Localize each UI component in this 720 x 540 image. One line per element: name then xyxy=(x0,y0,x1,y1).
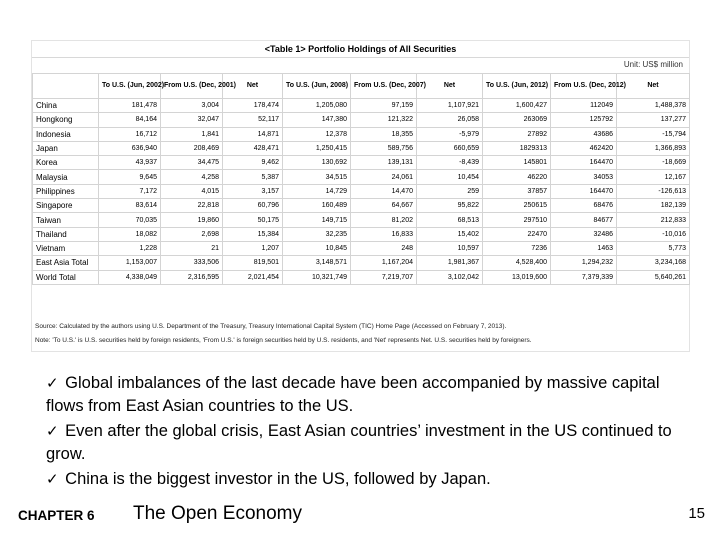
country-cell: East Asia Total xyxy=(33,256,99,270)
value-cell: 112049 xyxy=(551,99,617,113)
table-row xyxy=(33,213,690,227)
value-cell: 147,380 xyxy=(283,113,351,127)
value-cell: 18,082 xyxy=(99,227,161,241)
value-cell: 333,506 xyxy=(161,256,223,270)
portfolio-table xyxy=(32,73,690,285)
check-icon: ✓ xyxy=(46,375,59,392)
table-row xyxy=(33,127,690,141)
table-header-cell: To U.S. (Jun, 2012) xyxy=(483,74,551,99)
value-cell: 250615 xyxy=(483,199,551,213)
bullet-3 xyxy=(46,468,686,491)
value-cell: 208,469 xyxy=(161,141,223,155)
value-cell: 1,107,921 xyxy=(417,99,483,113)
value-cell: 10,454 xyxy=(417,170,483,184)
value-cell: 14,470 xyxy=(351,184,417,198)
bullet-text: Even after the global crisis, East Asian countries’ investment in the US continued to grow. xyxy=(46,422,672,463)
table-row xyxy=(33,270,690,284)
value-cell: 1,600,427 xyxy=(483,99,551,113)
value-cell: -8,439 xyxy=(417,156,483,170)
value-cell: 7,172 xyxy=(99,184,161,198)
country-cell: Hongkong xyxy=(33,113,99,127)
value-cell: 178,474 xyxy=(223,99,283,113)
value-cell: 60,796 xyxy=(223,199,283,213)
value-cell: 1,981,367 xyxy=(417,256,483,270)
value-cell: 1463 xyxy=(551,241,617,255)
country-cell: Japan xyxy=(33,141,99,155)
bullet-2 xyxy=(46,420,686,465)
value-cell: 1,167,204 xyxy=(351,256,417,270)
value-cell: 5,640,261 xyxy=(617,270,690,284)
value-cell: 12,378 xyxy=(283,127,351,141)
bullet-1 xyxy=(46,372,686,417)
value-cell: 81,202 xyxy=(351,213,417,227)
value-cell: -18,669 xyxy=(617,156,690,170)
country-cell: Singapore xyxy=(33,199,99,213)
value-cell: 26,058 xyxy=(417,113,483,127)
table-header-row xyxy=(33,74,690,99)
value-cell: 297510 xyxy=(483,213,551,227)
value-cell: 10,321,749 xyxy=(283,270,351,284)
value-cell: 1,841 xyxy=(161,127,223,141)
value-cell: 70,035 xyxy=(99,213,161,227)
country-cell: Malaysia xyxy=(33,170,99,184)
value-cell: 4,528,400 xyxy=(483,256,551,270)
table-note: Note: 'To U.S.' is U.S. securities held by foreign residents, 'From U.S.' is foreign securities held by U.S. residents, and 'Net' represents Net. U.S. securities held by foreigners. xyxy=(35,337,532,344)
bullet-list xyxy=(46,372,686,494)
value-cell: 2,316,595 xyxy=(161,270,223,284)
value-cell: 32,235 xyxy=(283,227,351,241)
value-cell: 50,175 xyxy=(223,213,283,227)
value-cell: 43,937 xyxy=(99,156,161,170)
table-row xyxy=(33,99,690,113)
value-cell: 4,015 xyxy=(161,184,223,198)
value-cell: 1,366,893 xyxy=(617,141,690,155)
value-cell: 121,322 xyxy=(351,113,417,127)
value-cell: 160,489 xyxy=(283,199,351,213)
value-cell: 149,715 xyxy=(283,213,351,227)
value-cell: 32,047 xyxy=(161,113,223,127)
value-cell: 52,117 xyxy=(223,113,283,127)
value-cell: 22,818 xyxy=(161,199,223,213)
value-cell: 34053 xyxy=(551,170,617,184)
value-cell: 1,294,232 xyxy=(551,256,617,270)
value-cell: 18,355 xyxy=(351,127,417,141)
value-cell: 5,387 xyxy=(223,170,283,184)
bullet-text: China is the biggest investor in the US, followed by Japan. xyxy=(65,470,491,488)
value-cell: 64,667 xyxy=(351,199,417,213)
table-header-cell: From U.S. (Dec, 2001) xyxy=(161,74,223,99)
value-cell: 32486 xyxy=(551,227,617,241)
page-number: 15 xyxy=(688,505,705,522)
value-cell: 137,277 xyxy=(617,113,690,127)
value-cell: 83,614 xyxy=(99,199,161,213)
value-cell: 27892 xyxy=(483,127,551,141)
country-cell: Vietnam xyxy=(33,241,99,255)
value-cell: 164470 xyxy=(551,156,617,170)
value-cell: 16,833 xyxy=(351,227,417,241)
value-cell: 10,845 xyxy=(283,241,351,255)
table-header-cell: To U.S. (Jun, 2002) xyxy=(99,74,161,99)
value-cell: 15,384 xyxy=(223,227,283,241)
value-cell: 9,645 xyxy=(99,170,161,184)
value-cell: 3,234,168 xyxy=(617,256,690,270)
value-cell: 5,773 xyxy=(617,241,690,255)
table-header-cell: Net xyxy=(223,74,283,99)
value-cell: 84677 xyxy=(551,213,617,227)
value-cell: 248 xyxy=(351,241,417,255)
value-cell: 181,478 xyxy=(99,99,161,113)
value-cell: 462420 xyxy=(551,141,617,155)
value-cell: 12,167 xyxy=(617,170,690,184)
value-cell: 14,729 xyxy=(283,184,351,198)
value-cell: 164470 xyxy=(551,184,617,198)
table-image xyxy=(31,40,690,352)
country-cell: Philippines xyxy=(33,184,99,198)
table-row xyxy=(33,184,690,198)
value-cell: 259 xyxy=(417,184,483,198)
bullet-text: Global imbalances of the last decade have been accompanied by massive capital flows from East Asian countries to the US. xyxy=(46,374,660,415)
value-cell: 95,822 xyxy=(417,199,483,213)
value-cell: 1,205,080 xyxy=(283,99,351,113)
table-source: Source: Calculated by the authors using U.S. Department of the Treasury, Treasury International Capital System (TIC) Home Page (Accessed on February 7, 2013). xyxy=(35,323,507,330)
table-row xyxy=(33,113,690,127)
country-cell: Thailand xyxy=(33,227,99,241)
country-cell: World Total xyxy=(33,270,99,284)
value-cell: 636,940 xyxy=(99,141,161,155)
value-cell: 34,515 xyxy=(283,170,351,184)
value-cell: 19,860 xyxy=(161,213,223,227)
value-cell: 68476 xyxy=(551,199,617,213)
value-cell: 4,258 xyxy=(161,170,223,184)
value-cell: 3,157 xyxy=(223,184,283,198)
value-cell: 13,019,600 xyxy=(483,270,551,284)
value-cell: 7,219,707 xyxy=(351,270,417,284)
check-icon: ✓ xyxy=(46,423,59,440)
value-cell: 2,021,454 xyxy=(223,270,283,284)
chapter-title: The Open Economy xyxy=(133,503,302,524)
value-cell: -10,016 xyxy=(617,227,690,241)
value-cell: -5,979 xyxy=(417,127,483,141)
table-row xyxy=(33,170,690,184)
value-cell: 3,102,042 xyxy=(417,270,483,284)
table-row xyxy=(33,241,690,255)
value-cell: 68,513 xyxy=(417,213,483,227)
value-cell: 7,379,339 xyxy=(551,270,617,284)
value-cell: 125792 xyxy=(551,113,617,127)
value-cell: 1,228 xyxy=(99,241,161,255)
table-header-cell: Net xyxy=(617,74,690,99)
value-cell: 43686 xyxy=(551,127,617,141)
value-cell: 819,501 xyxy=(223,256,283,270)
value-cell: 1,250,415 xyxy=(283,141,351,155)
value-cell: 1,488,378 xyxy=(617,99,690,113)
value-cell: 428,471 xyxy=(223,141,283,155)
value-cell: 16,712 xyxy=(99,127,161,141)
table-header-cell: Net xyxy=(417,74,483,99)
table-row xyxy=(33,199,690,213)
table-caption: <Table 1> Portfolio Holdings of All Securities xyxy=(32,41,689,58)
value-cell: 24,061 xyxy=(351,170,417,184)
value-cell: 589,756 xyxy=(351,141,417,155)
value-cell: 37857 xyxy=(483,184,551,198)
country-cell: Indonesia xyxy=(33,127,99,141)
check-icon: ✓ xyxy=(46,471,59,488)
table-row xyxy=(33,156,690,170)
value-cell: 3,148,571 xyxy=(283,256,351,270)
value-cell: 84,164 xyxy=(99,113,161,127)
value-cell: 46220 xyxy=(483,170,551,184)
value-cell: 660,659 xyxy=(417,141,483,155)
table-row xyxy=(33,141,690,155)
value-cell: 1,207 xyxy=(223,241,283,255)
chapter-label: CHAPTER 6 xyxy=(18,508,95,523)
table-header-cell: From U.S. (Dec, 2012) xyxy=(551,74,617,99)
value-cell: -15,794 xyxy=(617,127,690,141)
value-cell: 263069 xyxy=(483,113,551,127)
value-cell: 14,871 xyxy=(223,127,283,141)
table-row xyxy=(33,256,690,270)
value-cell: 182,139 xyxy=(617,199,690,213)
value-cell: 22470 xyxy=(483,227,551,241)
value-cell: 139,131 xyxy=(351,156,417,170)
value-cell: 7236 xyxy=(483,241,551,255)
value-cell: 3,004 xyxy=(161,99,223,113)
table-row xyxy=(33,227,690,241)
table-header-cell: To U.S. (Jun, 2008) xyxy=(283,74,351,99)
value-cell: 15,402 xyxy=(417,227,483,241)
country-cell: China xyxy=(33,99,99,113)
value-cell: 1,153,007 xyxy=(99,256,161,270)
value-cell: 34,475 xyxy=(161,156,223,170)
country-cell: Korea xyxy=(33,156,99,170)
country-cell: Taiwan xyxy=(33,213,99,227)
value-cell: 2,698 xyxy=(161,227,223,241)
value-cell: 10,597 xyxy=(417,241,483,255)
table-header-cell: From U.S. (Dec, 2007) xyxy=(351,74,417,99)
value-cell: 212,833 xyxy=(617,213,690,227)
table-header-cell xyxy=(33,74,99,99)
value-cell: 130,692 xyxy=(283,156,351,170)
value-cell: 21 xyxy=(161,241,223,255)
value-cell: 97,159 xyxy=(351,99,417,113)
value-cell: 1829313 xyxy=(483,141,551,155)
value-cell: 145801 xyxy=(483,156,551,170)
value-cell: -126,613 xyxy=(617,184,690,198)
value-cell: 9,462 xyxy=(223,156,283,170)
table-unit: Unit: US$ million xyxy=(623,60,683,69)
value-cell: 4,338,049 xyxy=(99,270,161,284)
